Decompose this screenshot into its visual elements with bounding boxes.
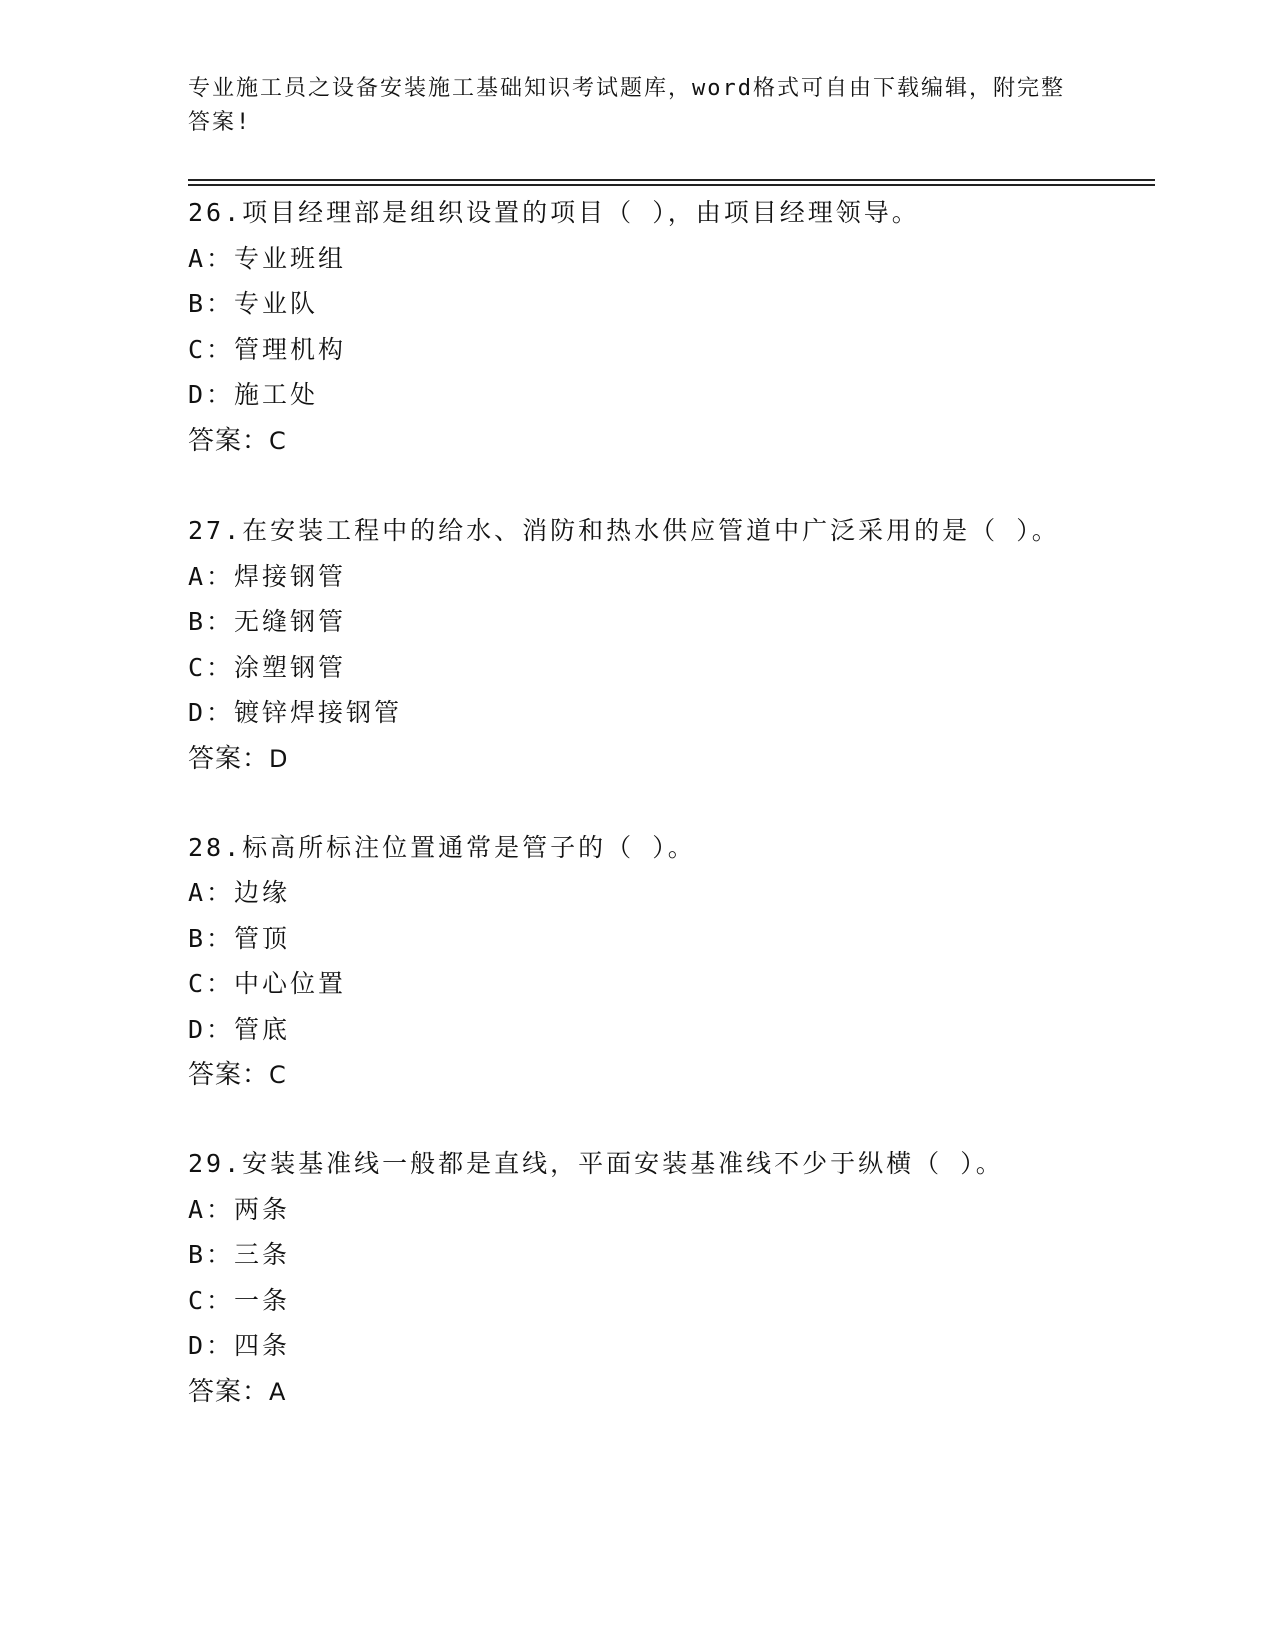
option-b: B：管顶 (188, 923, 291, 953)
option-a: A：专业班组 (188, 243, 347, 273)
answer-line (188, 1052, 1068, 1098)
option-d: D：四条 (188, 1331, 291, 1360)
question-text: 29.安装基准线一般都是直线，平面安装基准线不少于纵横（ ）。 (188, 1149, 1004, 1178)
question-text: 26.项目经理部是组织设置的项目（ ），由项目经理领导。 (188, 198, 920, 227)
option-b: B：三条 (188, 1240, 291, 1269)
question-text: 27.在安装工程中的给水、消防和热水供应管道中广泛采用的是（ ）。 (188, 515, 1060, 545)
answer-label: 答案： (188, 743, 270, 774)
answer-line (188, 736, 1068, 782)
option-c: C：中心位置 (188, 969, 347, 998)
question-text: 28.标高所标注位置通常是管子的（ ）。 (188, 832, 696, 862)
header-divider-top (188, 179, 1155, 181)
option-a: A：焊接钢管 (188, 561, 347, 591)
question-29 (188, 1141, 1068, 1415)
option-c: C：管理机构 (188, 334, 347, 364)
option-b: B：专业队 (188, 289, 319, 318)
answer-value: C (269, 1061, 287, 1089)
option-d: D：管底 (188, 1014, 291, 1044)
answer-label: 答案： (188, 1060, 270, 1090)
answer-label: 答案： (188, 425, 270, 456)
question-26 (188, 190, 1068, 464)
answer-line (188, 418, 1068, 464)
option-a: A：边缘 (188, 878, 291, 907)
option-a: A：两条 (188, 1194, 291, 1224)
option-d: D：施工处 (188, 380, 319, 409)
document-intro: 专业施工员之设备安装施工基础知识考试题库，word格式可自由下载编辑，附完整答案! (188, 76, 1065, 135)
option-c: C：涂塑钢管 (188, 652, 347, 682)
answer-value: D (269, 744, 289, 773)
option-b: B：无缝钢管 (188, 607, 347, 636)
option-d: D：镀锌焊接钢管 (188, 698, 403, 727)
question-27 (188, 507, 1068, 782)
answer-label: 答案： (188, 1376, 270, 1407)
question-28 (188, 825, 1068, 1099)
answer-value: A (269, 1377, 287, 1406)
question-list (188, 190, 1068, 1458)
option-c: C：一条 (188, 1285, 291, 1315)
header-divider-bottom (188, 184, 1155, 186)
answer-value: C (269, 426, 287, 455)
answer-line (188, 1369, 1068, 1415)
